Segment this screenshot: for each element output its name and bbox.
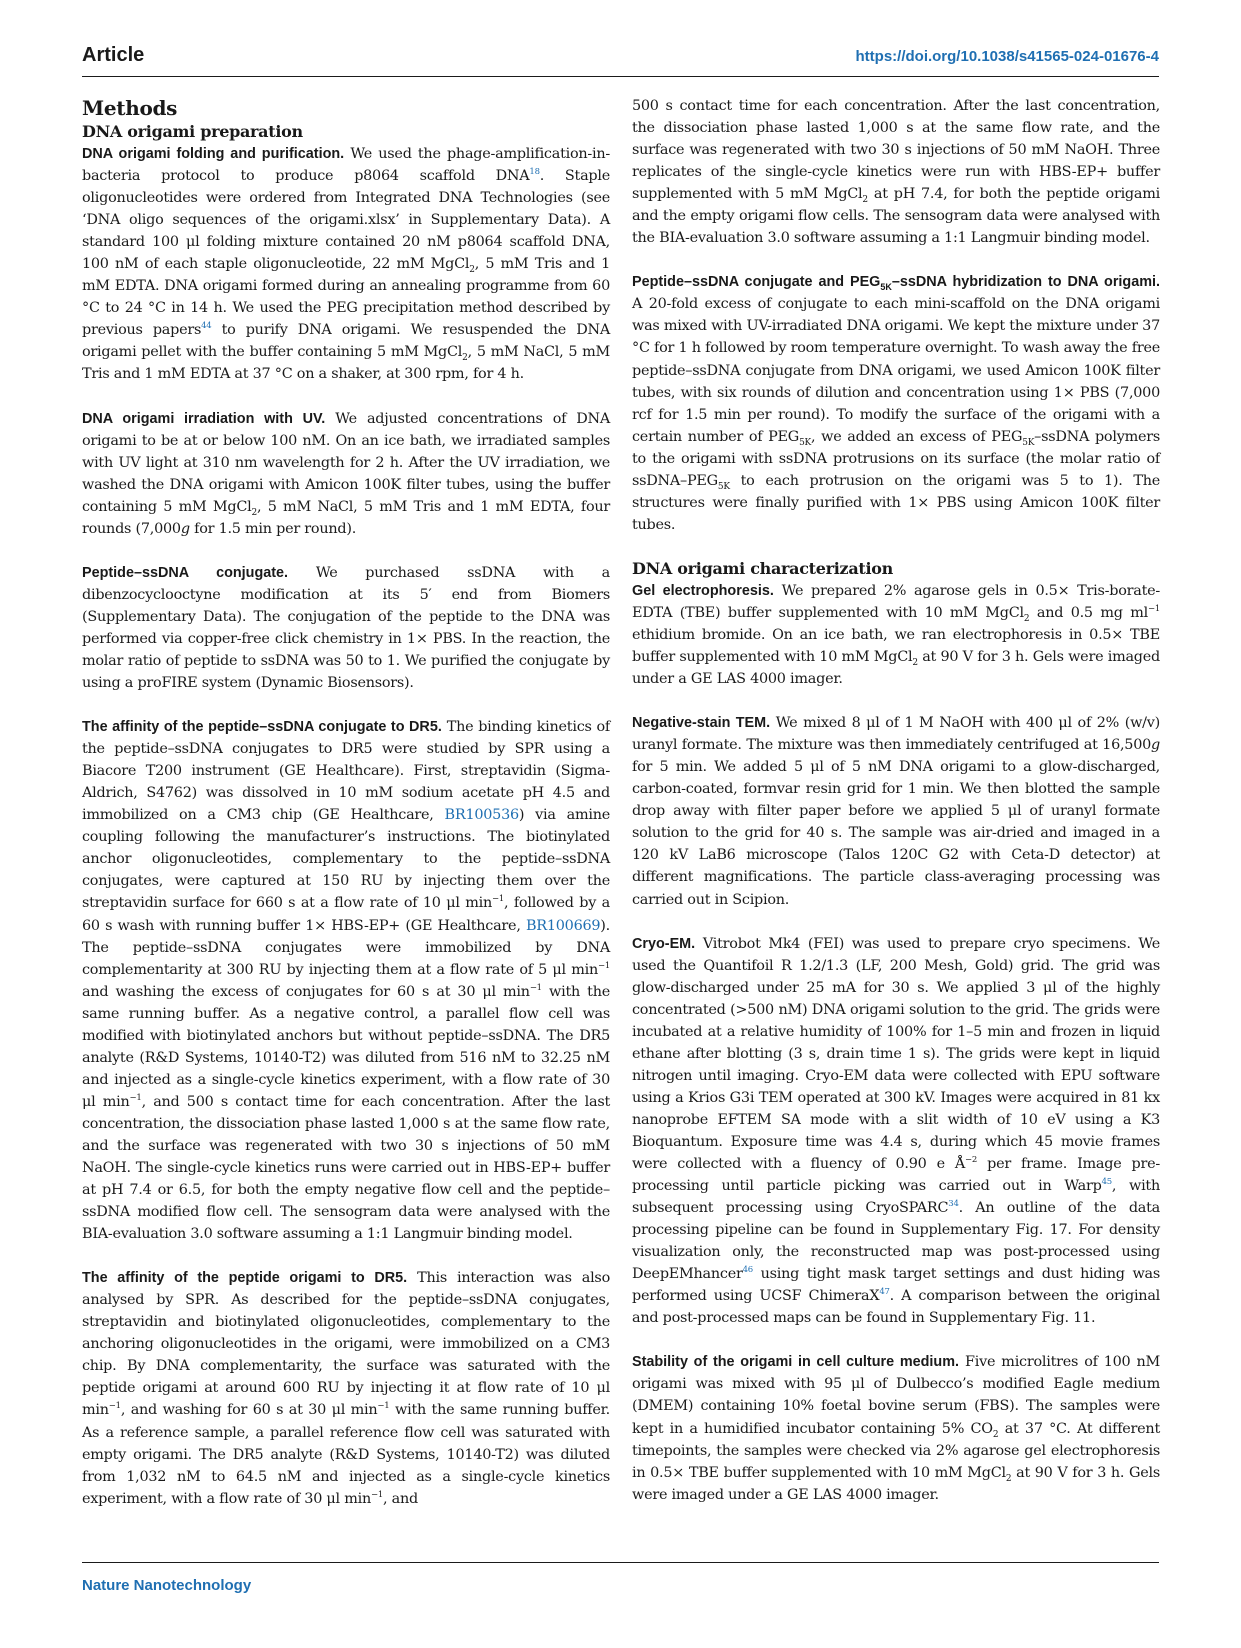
subscript: 2 <box>469 265 475 276</box>
subscript: 2 <box>1005 1473 1012 1484</box>
methods-heading: Methods <box>82 96 178 120</box>
run-in-heading-conjugate: Peptide–ssDNA conjugate. <box>82 564 289 581</box>
text: We mixed 8 μl of 1 M NaOH with 400 μl of 2% (w/v) uranyl formate. The mixture was then immediately centrifuged at 16,500 <box>632 715 1160 754</box>
subscript: 2 <box>1023 613 1030 624</box>
citation-46[interactable]: 46 <box>742 1265 753 1276</box>
text: . Staple oligonucleotides were ordered from Integrated DNA Technologies (see ‘DNA oligo sequences of the origami.xlsx’ in Supplementary Data). A standard 100 μl folding mixture contained 20 nM p8064 scaffold DNA, 100 nM of each staple oligonucleotide, 22 mM MgCl <box>82 168 610 273</box>
superscript: −2 <box>965 1155 978 1166</box>
text: to each protrusion on the origami was 5 to 1). The structures were finally purified with 1× PBS using Amicon 100K filter tubes. <box>632 472 1160 533</box>
text: We adjusted concentrations of DNA origami to be at or below 100 nM. On an ice bath, we irradiated samples with UV light at 310 nm wavelength for 2 h. After the UV irradiation, we washed the DNA origami with Amicon 100K filter tubes, using the buffer containing 5 mM MgCl <box>82 410 610 515</box>
text: The binding kinetics of the peptide–ssDNA conjugates to DR5 were studied by SPR using a Biacore T200 instrument (GE Healthcare). First, streptavidin (Sigma-Aldrich, S4762) was dissolved in 10 mM sodium acetate pH 4.5 and immobilized on a CM3 chip (GE Healthcare, <box>82 719 610 824</box>
run-in-heading-affinity-origami: The affinity of the peptide origami to DR5. <box>82 1270 408 1287</box>
run-in-heading-hybridization <box>632 274 1161 293</box>
text: , 5 mM Tris and 1 mM EDTA. DNA origami formed during an annealing programme from 60 °C to 24 °C in 14 h. We used the PEG precipitation method described by previous papers <box>82 256 610 339</box>
citation-34[interactable]: 34 <box>948 1199 959 1210</box>
citation-47[interactable]: 47 <box>879 1287 890 1298</box>
run-in-heading-irradiation: DNA origami irradiation with UV. <box>82 410 326 427</box>
text: , and <box>383 1490 418 1507</box>
section-heading-preparation: DNA origami preparation <box>82 122 303 141</box>
subscript: 5K <box>1022 437 1035 448</box>
paragraph-hybridization <box>632 271 1160 536</box>
paragraph-gel <box>632 580 1160 690</box>
text: ) via amine coupling following the manufacturer’s instructions. The biotinylated anchor oligonucleotides, complementary to the peptide–ssDNA conjugates, were captured at 150 RU by injecting them over the streptavidin surface for 660 s at a flow rate of 10 μl min <box>82 807 610 912</box>
text: –ssDNA hybridization to DNA origami. <box>891 274 1161 291</box>
paragraph-folding <box>82 143 610 386</box>
article-label: Article <box>82 44 145 66</box>
paragraph-irradiation <box>82 408 610 540</box>
text: 500 s contact time for each concentration. After the last concentration, the dissociation phase lasted 1,000 s at the same flow rate, and the surface was regenerated with two 30 s injections of 50 mM NaOH. Three replicates of the single-cycle kinetics were run with HBS-EP+ buffer supplemented with 5 mM MgCl <box>632 98 1160 203</box>
text: Vitrobot Mk4 (FEI) was used to prepare cryo specimens. We used the Quantifoil R 1.2/1.3 (LF, 200 Mesh, Gold) grid. The grid was glow-discharged under 25 mA for 30 s. We applied 3 μl of the highly concentrated (>500 nM) DNA origami solution to the grid. The grids were incubated at a relative humidity of 100% for 1–5 min and frozen in liquid ethane after blotting (3 s, drain time 1 s). The grids were kept in liquid nitrogen until imaging. Cryo-EM data were collected with EPU software using a Krios G3i TEM operated at 300 kV. Images were acquired in 81 kx nanoprobe EFTEM SA mode with a slit width of 10 eV using a K3 Bioquantum. Exposure time was 4.4 s, during which 45 movie frames were collected with a fluency of 0.90 e Å <box>632 935 1160 1173</box>
text: per frame. Image pre-processing until particle picking was carried out in Warp <box>632 1156 1160 1195</box>
subscript: 5K <box>880 282 892 293</box>
subscript: 2 <box>992 1429 999 1440</box>
right-column <box>632 95 1160 1506</box>
superscript: −1 <box>370 1489 383 1500</box>
text: A 20-fold excess of conjugate to each mini-scaffold on the DNA origami was mixed with UV-irradiated DNA origami. We kept the mixture under 37 °C for 1 h followed by room temperature overnight. To wash away the free peptide–ssDNA conjugate from DNA origami, we used Amicon 100K filter tubes, with six rounds of dilution and concentration using 1× PBS (7,000 rcf for 1.5 min per round). To modify the surface of the origami with a certain number of PEG <box>632 296 1160 445</box>
superscript: −1 <box>129 1093 142 1104</box>
superscript: −1 <box>597 960 610 971</box>
text: ). The peptide–ssDNA conjugates were immobilized by DNA complementarity at 300 RU by injecting them at a flow rate of 5 μl min <box>82 917 610 978</box>
run-in-heading-stability: Stability of the origami in cell culture medium. <box>632 1354 959 1371</box>
run-in-heading-cryo: Cryo-EM. <box>632 935 696 952</box>
citation-18[interactable]: 18 <box>529 167 540 178</box>
paragraph-cryo <box>632 933 1160 1330</box>
paragraph-affinity-conjugate <box>82 716 610 1245</box>
run-in-heading-folding: DNA origami folding and purification. <box>82 146 345 162</box>
text: , and washing for 60 s at 30 μl min <box>120 1402 378 1419</box>
doi-link[interactable]: https://doi.org/10.1038/s41565-024-01676-4 <box>855 48 1159 65</box>
paragraph-continuation <box>632 95 1160 249</box>
subscript: 2 <box>912 657 918 668</box>
text: , 5 mM NaCl, 5 mM Tris and 1 mM EDTA at 37 °C on a shaker, at 300 rpm, for 4 h. <box>82 344 610 383</box>
text: Five microlitres of 100 nM origami was mixed with 95 μl of Dulbecco’s modified Eagle medium (DMEM) containing 10% foetal bovine serum (FBS). The samples were kept in a humidified incubator containing 5% CO <box>632 1354 1160 1437</box>
text: with the same running buffer. As a reference sample, a parallel reference flow cell was saturated with empty origami. The DR5 analyte (R&D Systems, 10140-T2) was diluted from 1,032 nM to 64.5 nM and injected as a single-cycle kinetics experiment, with a flow rate of 30 μl min <box>82 1402 610 1507</box>
link-br100536[interactable]: BR100536 <box>444 807 519 824</box>
subscript: 2 <box>462 353 468 364</box>
text: , 5 mM NaCl, 5 mM Tris and 1 mM EDTA, four rounds (7,000 <box>82 498 610 537</box>
superscript: −1 <box>377 1401 390 1412</box>
text: with the same running buffer. As a negative control, a parallel flow cell was modified with biotinylated anchors but without peptide–ssDNA. The DR5 analyte (R&D Systems, 10140-T2) was diluted from 516 nM to 32.25 nM and injected as a single-cycle kinetics experiment, with a flow rate of 30 μl min <box>82 983 610 1110</box>
text: We prepared 2% agarose gels in 0.5× Tris-borate-EDTA (TBE) buffer supplemented with 10 mM MgCl <box>632 582 1160 621</box>
run-in-heading-tem: Negative-stain TEM. <box>632 715 771 732</box>
text: , with subsequent processing using CryoSPARC <box>632 1178 1160 1217</box>
text: using tight mask target settings and dust hiding was performed using UCSF ChimeraX <box>632 1266 1160 1305</box>
text: , followed by a 60 s wash with running buffer 1× HBS-EP+ (GE Healthcare, <box>82 895 610 934</box>
paragraph-stability <box>632 1351 1160 1505</box>
superscript: −1 <box>108 1401 121 1412</box>
text: at 37 °C. At different timepoints, the samples were checked via 2% agarose gel electrophoresis in 0.5× TBE buffer supplemented with 10 mM MgCl <box>632 1420 1160 1481</box>
paragraph-affinity-origami <box>82 1267 610 1510</box>
subscript: 5K <box>717 481 730 492</box>
link-br100669[interactable]: BR100669 <box>525 917 601 934</box>
text: This interaction was also analysed by SPR. As described for the peptide–ssDNA conjugates, streptavidin and biotinylated oligonucleotides, complementary to the anchoring oligonucleotides in the origami, were immobilized on a CM3 chip. By DNA complementarity, the surface was saturated with the peptide origami at around 600 RU by injecting it at flow rate of 10 μl min <box>82 1270 610 1419</box>
subscript: 2 <box>251 507 257 518</box>
run-in-heading-affinity-conjugate: The affinity of the peptide–ssDNA conjugate to DR5. <box>82 719 442 736</box>
text: for 1.5 min per round). <box>189 520 357 537</box>
italic-g: g <box>1151 737 1160 754</box>
text: at 90 V for 3 h. Gels were imaged under a GE LAS 4000 imager. <box>632 649 1161 688</box>
text: at 90 V for 3 h. Gels were imaged under a GE LAS 4000 imager. <box>632 1464 1160 1503</box>
section-heading-characterization: DNA origami characterization <box>632 558 893 578</box>
superscript: −1 <box>1147 604 1160 615</box>
journal-name: Nature Nanotechnology <box>82 1577 252 1594</box>
text: , we added an excess of PEG <box>811 428 1023 445</box>
text: We used the phage-amplification-in-bacteria protocol to produce p8064 scaffold DNA <box>82 146 610 185</box>
text: and washing the excess of conjugates for 60 s at 30 μl min <box>82 983 530 1000</box>
footer-rule <box>82 1562 1159 1563</box>
text: for 5 min. We added 5 μl of 5 nM DNA origami to a glow-discharged, carbon-coated, formvar resin grid for 1 min. We then blotted the sample drop away with filter paper before we applied 5 μl of uranyl formate solution to the grid for 40 s. The sample was air-dried and imaged in a 120 kV LaB6 microscope (Talos 120C G2 with Ceta-D detector) at different magnifications. The particle class-averaging processing was carried out in Scipion. <box>632 759 1160 908</box>
text: Peptide–ssDNA conjugate and PEG <box>632 274 881 291</box>
run-in-heading-gel: Gel electrophoresis. <box>632 582 774 599</box>
text: , and 500 s contact time for each concentration. After the last concentration, the dissociation phase lasted 1,000 s at the same flow rate, and the surface was regenerated with two 30 s injections of 50 mM NaOH. The single-cycle kinetics runs were carried out in HBS-EP+ buffer at pH 7.4 or 6.5, for both the empty negative flow cell and the peptide–ssDNA modified flow cell. The sensogram data were analysed with the BIA-evaluation 3.0 software assuming a 1:1 Langmuir binding model. <box>82 1093 610 1243</box>
paragraph-conjugate <box>82 562 610 694</box>
italic-g: g <box>180 520 190 537</box>
paragraph-tem <box>632 712 1160 910</box>
text: to purify DNA origami. We resuspended the DNA origami pellet with the buffer containing 5 mM MgCl <box>82 322 610 361</box>
text: at pH 7.4, for both the peptide origami and the empty origami flow cells. The sensogram data were analysed with the BIA-evaluation 3.0 software assuming a 1:1 Langmuir binding model. <box>632 186 1160 247</box>
superscript: −1 <box>529 982 542 993</box>
subscript: 5K <box>799 437 812 448</box>
superscript: −1 <box>491 894 504 905</box>
text: . A comparison between the original and post-processed maps can be found in Supplementary Fig. 11. <box>632 1288 1160 1327</box>
header-rule <box>82 76 1159 77</box>
text: . An outline of the data processing pipeline can be found in Supplementary Fig. 17. For density visualization only, the reconstructed map was post-processed using DeepEMhancer <box>632 1200 1160 1283</box>
text: We purchased ssDNA with a dibenzocyclooctyne modification at its 5′ end from Biomers (Supplementary Data). The conjugation of the peptide to the DNA was performed via copper-free click chemistry in 1× PBS. In the reaction, the molar ratio of peptide to ssDNA was 50 to 1. We purified the conjugate by using a proFIRE system (Dynamic Biosensors). <box>82 564 611 692</box>
text: and 0.5 mg ml <box>1029 604 1148 621</box>
citation-44[interactable]: 44 <box>201 321 212 332</box>
text: ethidium bromide. On an ice bath, we ran electrophoresis in 0.5× TBE buffer supplemented with 10 mM MgCl <box>632 626 1160 666</box>
citation-45[interactable]: 45 <box>1101 1177 1112 1188</box>
subscript: 2 <box>862 195 868 206</box>
left-column <box>82 95 610 1510</box>
text: –ssDNA polymers to the origami with ssDNA protrusions on its surface (the molar ratio of ssDNA–PEG <box>632 428 1160 489</box>
